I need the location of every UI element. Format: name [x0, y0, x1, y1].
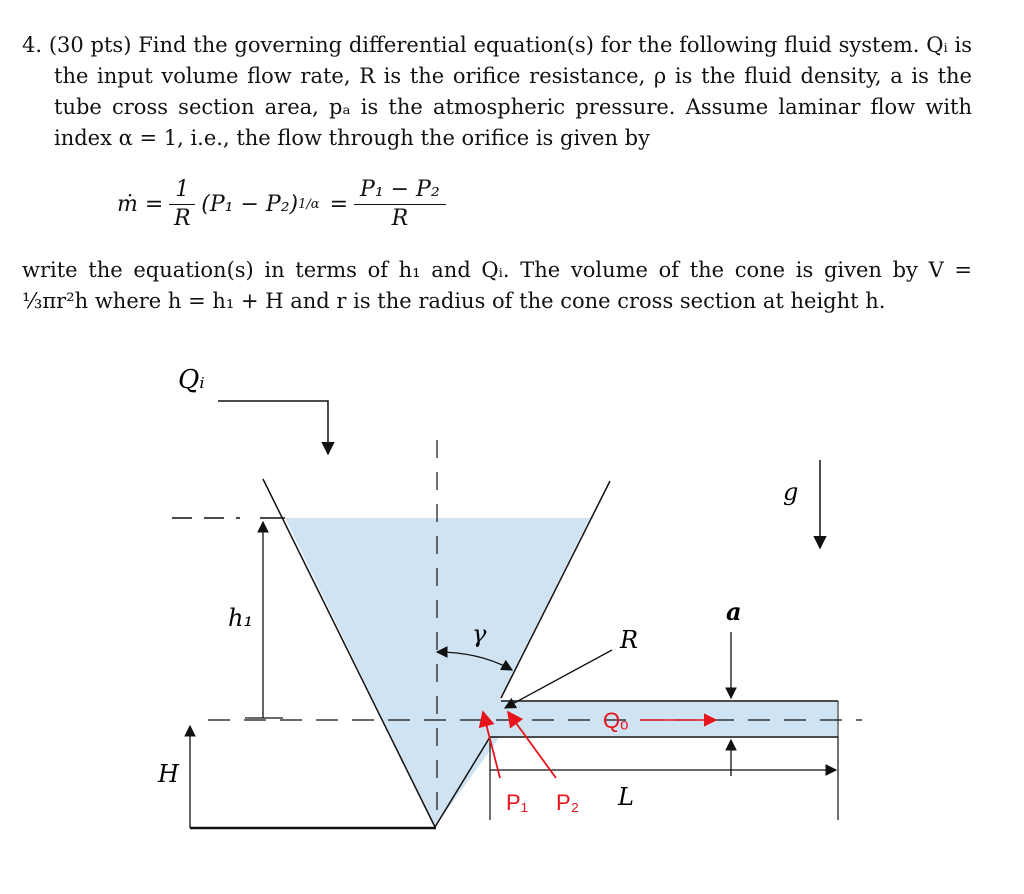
eq-lhs: ṁ =: [117, 192, 164, 217]
problem-paragraph: [22, 30, 972, 154]
fluid-system-diagram: [0, 340, 1024, 894]
inflow-arrow: [218, 401, 328, 454]
h1-label: h₁: [228, 604, 254, 632]
orifice-flow-equation: [117, 176, 972, 233]
eq-fraction-2: [354, 176, 446, 233]
eq-exponent: 1/α: [298, 197, 320, 212]
problem-instruction: write the equation(s) in terms of h₁ and Qᵢ. The volume of the cone is given by V = ⅓πr²h where h = h₁ + H and r is the radius of the cone cross section at height h.: [22, 258, 972, 313]
problem-statement: [22, 30, 972, 317]
eq-pressure-diff: (P₁ − P₂): [201, 192, 299, 217]
problem-text: Find the governing differential equation(s) for the following fluid system. Qᵢ is the input volume flow rate, R is the orifice resistance, ρ is the fluid density, a is the tube cross section area, pₐ is the atmospheric pressure. Assume laminar flow with index α = 1, i.e., the flow through the orifice is given by: [54, 33, 972, 150]
eq-fraction-1: [169, 176, 195, 233]
eq-frac1-num: 1: [169, 176, 195, 205]
eq-frac2-den: R: [391, 206, 409, 231]
angle-label: γ: [472, 620, 487, 648]
length-label: L: [618, 783, 634, 811]
p1-label: P₁: [506, 790, 529, 815]
outflow-label: Qₒ: [603, 708, 629, 733]
resistance-label: R: [620, 626, 639, 654]
fluid-in-tube: [501, 702, 837, 736]
area-label: a: [726, 597, 742, 626]
eq-frac2-num: P₁ − P₂: [354, 176, 446, 205]
eq-frac1-den: R: [174, 206, 191, 231]
eq-equals: =: [329, 192, 349, 217]
p2-label: P₂: [556, 790, 580, 815]
H-label: H: [158, 760, 179, 788]
gravity-label: g: [783, 478, 799, 506]
problem-points: (30 pts): [48, 33, 132, 57]
problem-number: 4.: [22, 33, 43, 57]
inflow-label: Qᵢ: [178, 365, 205, 395]
